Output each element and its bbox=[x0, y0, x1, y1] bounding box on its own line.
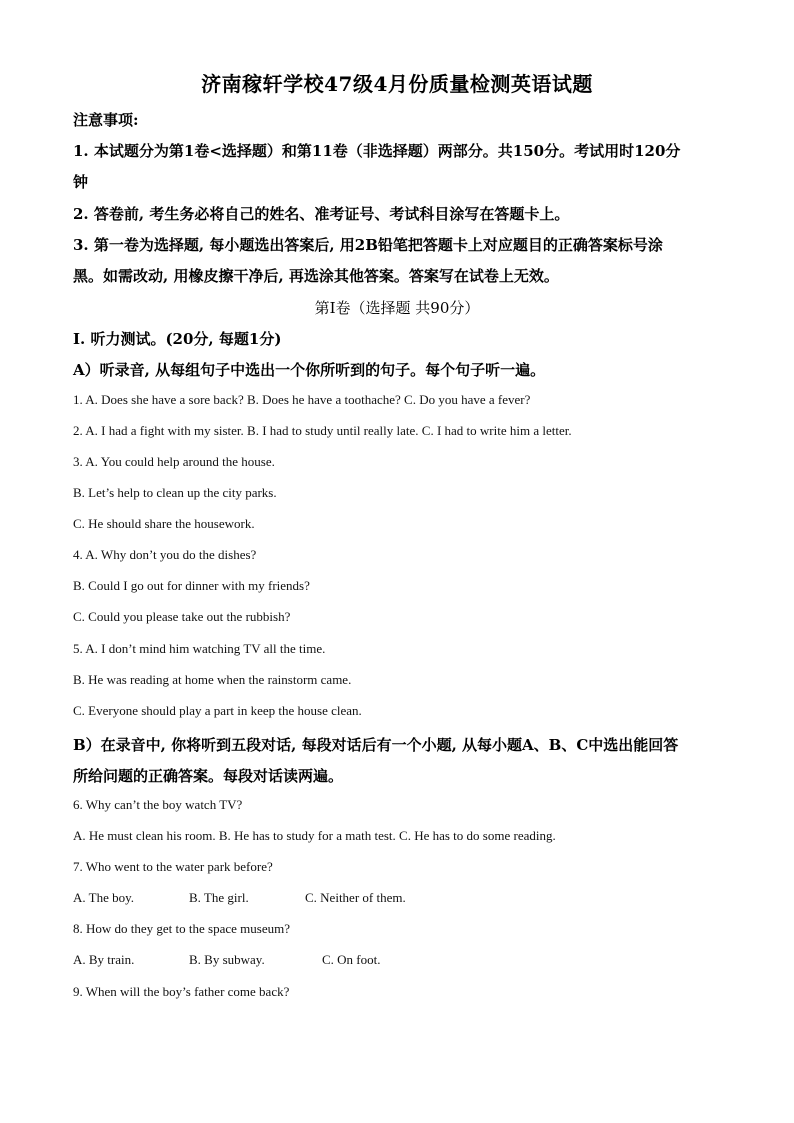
question-4-option-b: B. Could I go out for dinner with my friends? bbox=[73, 578, 310, 593]
question-1: 1. A. Does she have a sore back? B. Does he have a toothache? C. Do you have a fever? bbox=[73, 392, 531, 407]
question-7-option-c: C. Neither of them. bbox=[305, 890, 406, 905]
section-b-instructions-cont: 所给问题的正确答案。每段对话读两遍。 bbox=[73, 767, 344, 785]
question-7-option-a: A. The boy. bbox=[73, 890, 135, 905]
section-listening: I. 听力测试。(20分, 每题1分) bbox=[73, 330, 282, 348]
note-3-cont: 黑。如需改动, 用橡皮擦干净后, 再选涂其他答案。答案写在试卷上无效。 bbox=[73, 267, 559, 285]
notes-heading: 注意事项: bbox=[73, 111, 139, 129]
question-8-option-b: B. By subway. bbox=[189, 952, 265, 967]
question-8-option-a: A. By train. bbox=[73, 952, 135, 967]
question-3-option-b: B. Let’s help to clean up the city parks. bbox=[73, 485, 277, 500]
question-7-option-b: B. The girl. bbox=[189, 890, 249, 905]
question-8-options bbox=[73, 952, 381, 968]
question-4-option-c: C. Could you please take out the rubbish? bbox=[73, 609, 291, 624]
question-4-option-a: 4. A. Why don’t you do the dishes? bbox=[73, 547, 257, 562]
question-6: 6. Why can’t the boy watch TV? bbox=[73, 797, 243, 812]
question-5-option-c: C. Everyone should play a part in keep the house clean. bbox=[73, 703, 362, 718]
note-1-cont: 钟 bbox=[73, 173, 89, 191]
section-a-instructions: A）听录音, 从每组句子中选出一个你所听到的句子。每个句子听一遍。 bbox=[73, 361, 546, 379]
note-2: 2. 答卷前, 考生务必将自己的姓名、准考证号、考试科目涂写在答题卡上。 bbox=[73, 205, 570, 223]
note-3: 3. 第一卷为选择题, 每小题选出答案后, 用2B铅笔把答题卡上对应题目的正确答案标号涂 bbox=[73, 236, 663, 254]
question-8-option-c: C. On foot. bbox=[322, 952, 381, 967]
question-6-options: A. He must clean his room. B. He has to study for a math test. C. He has to do some reading. bbox=[73, 828, 556, 843]
question-7: 7. Who went to the water park before? bbox=[73, 859, 273, 874]
question-7-options bbox=[73, 890, 406, 906]
question-9: 9. When will the boy’s father come back? bbox=[73, 984, 290, 999]
note-1: 1. 本试题分为第1卷<选择题）和第11卷（非选择题）两部分。共150分。考试用时120分 bbox=[73, 142, 681, 160]
question-3-option-c: C. He should share the housework. bbox=[73, 516, 255, 531]
question-3-option-a: 3. A. You could help around the house. bbox=[73, 454, 275, 469]
section-b-instructions: B）在录音中, 你将听到五段对话, 每段对话后有一个小题, 从每小题A、B、C中选出能回答 bbox=[73, 736, 679, 754]
page-title: 济南稼轩学校47级4月份质量检测英语试题 bbox=[201, 72, 593, 96]
question-2: 2. A. I had a fight with my sister. B. I had to study until really late. C. I had to write him a letter. bbox=[73, 423, 572, 438]
question-8: 8. How do they get to the space museum? bbox=[73, 921, 290, 936]
question-5-option-a: 5. A. I don’t mind him watching TV all the time. bbox=[73, 641, 326, 656]
part1-heading: 第Ⅰ卷（选择题 共90分） bbox=[314, 299, 480, 317]
question-5-option-b: B. He was reading at home when the rainstorm came. bbox=[73, 672, 352, 687]
